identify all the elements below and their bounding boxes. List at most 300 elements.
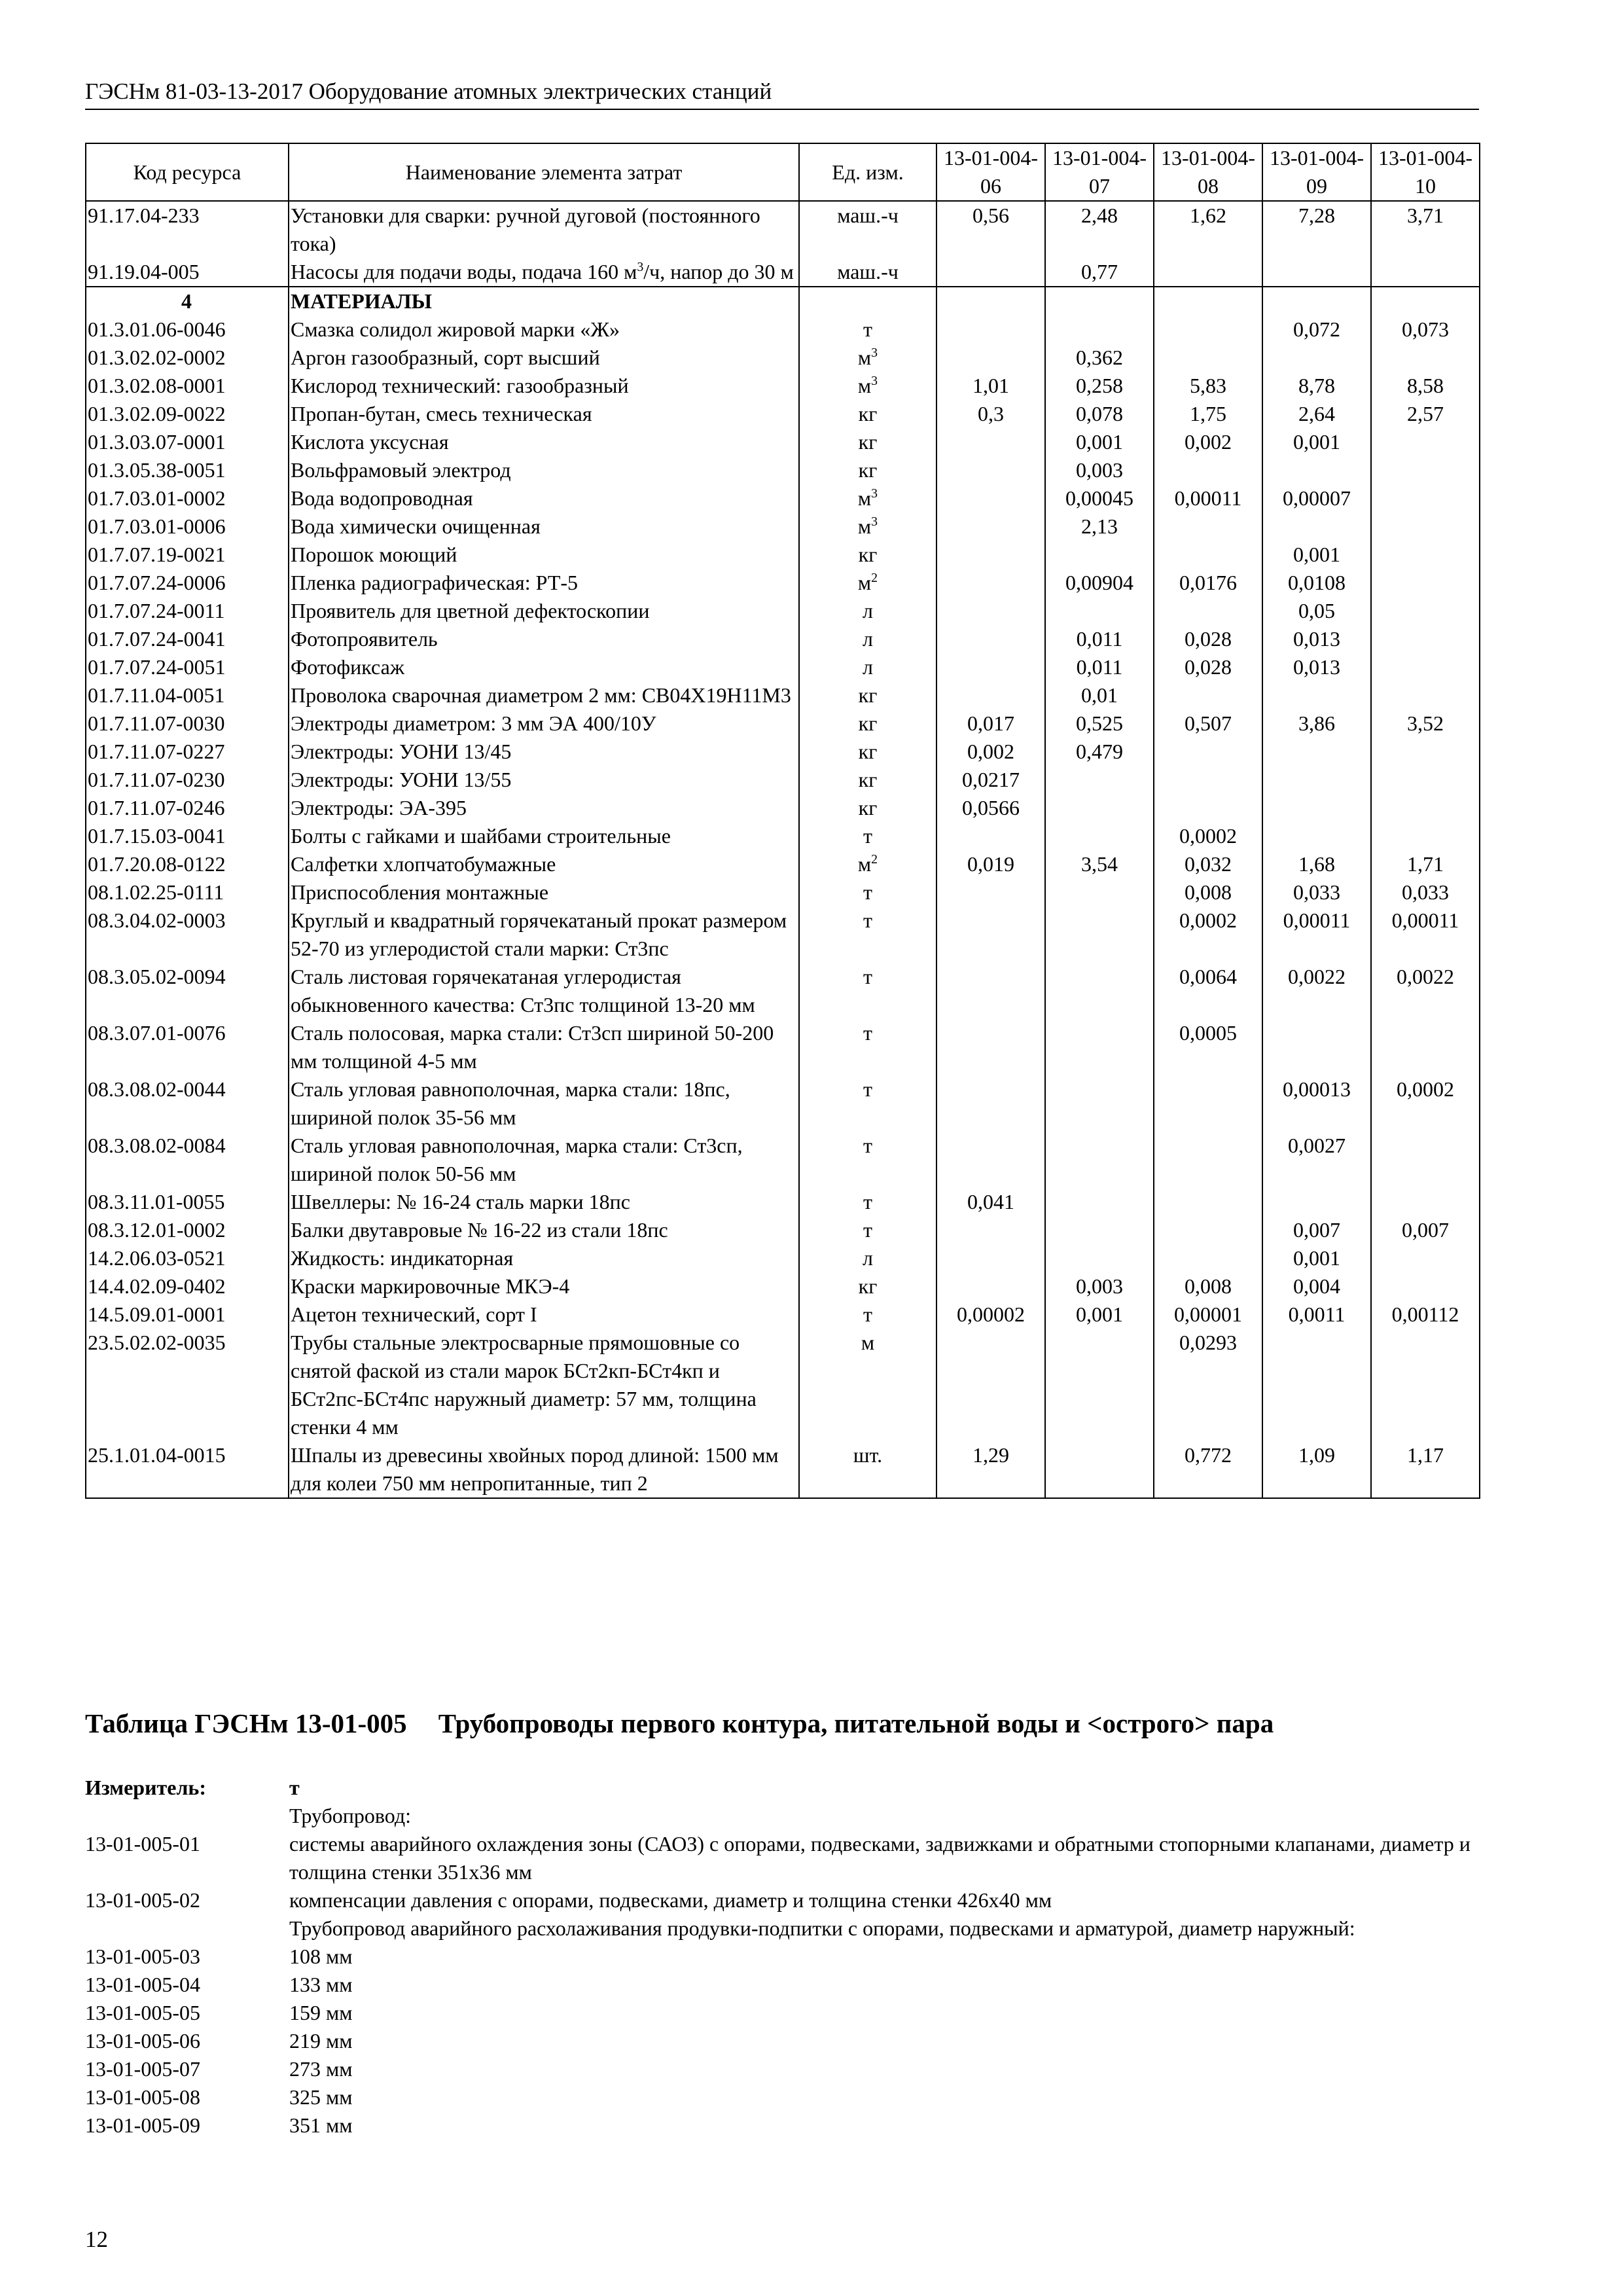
resource-name: Шпалы из древесины хвойных пород длиной: 1500 мм для колеи 750 мм непропитанные, тип 2 [289, 1441, 799, 1498]
norm-value: 0,00013 [1262, 1075, 1371, 1132]
resource-code: 01.7.07.24-0011 [86, 597, 289, 625]
measure-item [85, 1886, 1486, 1914]
measure-items [85, 1802, 1486, 2140]
norm-value [1262, 287, 1371, 315]
table-row [86, 315, 1480, 344]
resource-unit: т [799, 1019, 936, 1075]
resource-code: 01.3.02.02-0002 [86, 344, 289, 372]
resource-name: Приспособления монтажные [289, 878, 799, 906]
norm-value [1045, 1244, 1154, 1272]
norm-value: 0,0217 [936, 766, 1045, 794]
norm-value [936, 428, 1045, 456]
norm-value: 0,00002 [936, 1300, 1045, 1329]
resource-unit: кг [799, 428, 936, 456]
resource-code: 14.2.06.03-0521 [86, 1244, 289, 1272]
norm-value: 0,007 [1262, 1216, 1371, 1244]
norm-value [1262, 766, 1371, 794]
resource-name: Вольфрамовый электрод [289, 456, 799, 484]
resource-unit: т [799, 1132, 936, 1188]
norm-value: 0,072 [1262, 315, 1371, 344]
norm-value: 0,028 [1154, 653, 1262, 681]
norm-value: 0,00011 [1262, 906, 1371, 963]
norm-value [936, 258, 1045, 287]
norm-value [1154, 541, 1262, 569]
norm-value: 0,00011 [1154, 484, 1262, 512]
resource-name: Сталь полосовая, марка стали: Ст3сп шириной 50-200 мм толщиной 4-5 мм [289, 1019, 799, 1075]
measure-unit: т [289, 1776, 300, 1799]
measure-item-code: 13-01-005-03 [85, 1945, 200, 1968]
norm-value [1262, 738, 1371, 766]
resource-unit: т [799, 1300, 936, 1329]
table-row [86, 201, 1480, 258]
norm-value: 0,002 [936, 738, 1045, 766]
norm-value [1371, 541, 1480, 569]
norm-value: 0,019 [936, 850, 1045, 878]
resources-table [85, 143, 1480, 1499]
measure-item-code: 13-01-005-06 [85, 2029, 200, 2053]
resource-name: Электроды: УОНИ 13/55 [289, 766, 799, 794]
table-row [86, 1300, 1480, 1329]
resource-name: Вода водопроводная [289, 484, 799, 512]
norm-value [936, 344, 1045, 372]
resource-code: 01.7.07.24-0051 [86, 653, 289, 681]
resource-code: 91.19.04-005 [86, 258, 289, 287]
norm-value: 0,041 [936, 1188, 1045, 1216]
norm-value: 0,00001 [1154, 1300, 1262, 1329]
norm-value: 3,54 [1045, 850, 1154, 878]
table-row [86, 1132, 1480, 1188]
norm-value: 3,52 [1371, 709, 1480, 738]
norm-value: 0,001 [1262, 428, 1371, 456]
page-number: 12 [85, 2227, 108, 2252]
table-title-text: Трубопроводы первого контура, питательной воды и <острого> пара [438, 1708, 1274, 1738]
measure-item-code: 13-01-005-02 [85, 1888, 200, 1912]
norm-value: 0,032 [1154, 850, 1262, 878]
resource-code: 08.3.12.01-0002 [86, 1216, 289, 1244]
norm-value [1045, 963, 1154, 1019]
norm-value: 0,479 [1045, 738, 1154, 766]
norm-value: 0,00011 [1371, 906, 1480, 963]
resource-name: Сталь листовая горячекатаная углеродистая обыкновенного качества: Ст3пс толщиной 13-20 мм [289, 963, 799, 1019]
resource-unit: $м^2$ [799, 850, 936, 878]
norm-value [1045, 906, 1154, 963]
norm-value: 0,0002 [1371, 1075, 1480, 1132]
table-row [86, 569, 1480, 597]
resource-unit: кг [799, 400, 936, 428]
norm-value: 0,0022 [1371, 963, 1480, 1019]
table-row [86, 428, 1480, 456]
resource-code: 01.7.20.08-0122 [86, 850, 289, 878]
norm-value: 0,00007 [1262, 484, 1371, 512]
resource-name: Проявитель для цветной дефектоскопии [289, 597, 799, 625]
norm-value: 8,58 [1371, 372, 1480, 400]
norm-value: 0,033 [1371, 878, 1480, 906]
resource-code: 01.7.07.24-0041 [86, 625, 289, 653]
norm-value [1371, 1188, 1480, 1216]
resource-unit: т [799, 1188, 936, 1216]
norm-value [936, 878, 1045, 906]
norm-value [1371, 287, 1480, 315]
measure-item-text: Трубопровод аварийного расхолаживания продувки-подпитки с опорами, подвесками и арматурой, диаметр наружный: [289, 1916, 1355, 1940]
norm-value [936, 484, 1045, 512]
measure-item-text: 108 мм [289, 1945, 353, 1968]
norm-value [936, 597, 1045, 625]
norm-value: 0,507 [1154, 709, 1262, 738]
norm-value: 0,017 [936, 709, 1045, 738]
resource-name: Аргон газообразный, сорт высший [289, 344, 799, 372]
norm-value: 0,001 [1262, 541, 1371, 569]
resource-code: 01.3.02.08-0001 [86, 372, 289, 400]
resource-name: Проволока сварочная диаметром 2 мм: СВ04Х19Н11М3 [289, 681, 799, 709]
resource-code: 01.3.02.09-0022 [86, 400, 289, 428]
norm-value [1154, 1216, 1262, 1244]
resource-code: 01.7.11.07-0246 [86, 794, 289, 822]
norm-value: 0,0293 [1154, 1329, 1262, 1441]
measure-item [85, 1914, 1486, 1943]
resource-code: 08.3.04.02-0003 [86, 906, 289, 963]
resource-code: 01.7.11.07-0030 [86, 709, 289, 738]
norm-value [1045, 541, 1154, 569]
table-row [86, 1272, 1480, 1300]
resource-name: Фотофиксаж [289, 653, 799, 681]
norm-value [1262, 1019, 1371, 1075]
norm-value [1371, 456, 1480, 484]
norm-value [1371, 794, 1480, 822]
norm-value: 1,29 [936, 1441, 1045, 1498]
measure-item-text: 219 мм [289, 2029, 353, 2053]
table-row [86, 1244, 1480, 1272]
resource-name: Краски маркировочные МКЭ-4 [289, 1272, 799, 1300]
resource-name: Сталь угловая равнополочная, марка стали: 18пс, шириной полок 35-56 мм [289, 1075, 799, 1132]
resource-name: Жидкость: индикаторная [289, 1244, 799, 1272]
norm-value: 0,001 [1262, 1244, 1371, 1272]
resource-code: 08.3.08.02-0084 [86, 1132, 289, 1188]
norm-value: 0,078 [1045, 400, 1154, 428]
resource-code: 08.3.08.02-0044 [86, 1075, 289, 1132]
resource-code: 01.7.03.01-0002 [86, 484, 289, 512]
norm-value [1371, 822, 1480, 850]
resource-code: 08.1.02.25-0111 [86, 878, 289, 906]
norm-value: 2,13 [1045, 512, 1154, 541]
resource-unit: т [799, 878, 936, 906]
norm-value [1045, 287, 1154, 315]
resource-unit: т [799, 315, 936, 344]
measure-item-code: 13-01-005-09 [85, 2113, 200, 2137]
norm-value: 0,008 [1154, 878, 1262, 906]
measure-item [85, 1802, 1486, 1830]
resource-code: 4 [86, 287, 289, 315]
table-row [86, 541, 1480, 569]
norm-value: 0,001 [1045, 1300, 1154, 1329]
col-header-004-07: 13-01-004-07 [1045, 143, 1154, 201]
resource-name: Порошок моющий [289, 541, 799, 569]
norm-value [936, 822, 1045, 850]
table-header-row [86, 143, 1480, 201]
norm-value: 0,0064 [1154, 963, 1262, 1019]
norm-value [1371, 766, 1480, 794]
resource-name: Кислота уксусная [289, 428, 799, 456]
measure-block [85, 1774, 1486, 2140]
norm-value: 0,011 [1045, 653, 1154, 681]
table-title [85, 1707, 1274, 1740]
table-row [86, 1019, 1480, 1075]
norm-value: 0,525 [1045, 709, 1154, 738]
norm-value [1262, 344, 1371, 372]
norm-value [1045, 1019, 1154, 1075]
norm-value: 1,17 [1371, 1441, 1480, 1498]
norm-value [1371, 1132, 1480, 1188]
norm-value: 0,013 [1262, 653, 1371, 681]
resource-unit: л [799, 597, 936, 625]
norm-value: 0,0176 [1154, 569, 1262, 597]
norm-value [936, 569, 1045, 597]
page-header [85, 77, 1479, 110]
measure-item-code [85, 1914, 289, 1943]
norm-value [1045, 1216, 1154, 1244]
norm-value [936, 541, 1045, 569]
norm-value [1371, 653, 1480, 681]
norm-value [936, 456, 1045, 484]
norm-value [1154, 512, 1262, 541]
norm-value: 0,011 [1045, 625, 1154, 653]
norm-value [1154, 287, 1262, 315]
resource-unit: кг [799, 681, 936, 709]
norm-value [936, 1329, 1045, 1441]
resource-code: 91.17.04-233 [86, 201, 289, 258]
measure-item [85, 2055, 1486, 2083]
measure-row [85, 1774, 1486, 1802]
norm-value [936, 287, 1045, 315]
norm-value [936, 681, 1045, 709]
norm-value [1154, 344, 1262, 372]
table-row [86, 512, 1480, 541]
norm-value [1154, 1188, 1262, 1216]
norm-value [1154, 1132, 1262, 1188]
resource-code: 01.7.03.01-0006 [86, 512, 289, 541]
norm-value [1045, 1132, 1154, 1188]
table-row [86, 597, 1480, 625]
resource-name: Круглый и квадратный горячекатаный прокат размером 52-70 из углеродистой стали марки: Ст3пс [289, 906, 799, 963]
table-row [86, 822, 1480, 850]
norm-value [1371, 738, 1480, 766]
norm-value: 1,68 [1262, 850, 1371, 878]
norm-value [1154, 456, 1262, 484]
resource-unit: м [799, 1329, 936, 1441]
norm-value [1371, 512, 1480, 541]
resource-unit: кг [799, 766, 936, 794]
col-header-name: Наименование элемента затрат [289, 143, 799, 201]
col-header-004-09: 13-01-004-09 [1262, 143, 1371, 201]
norm-value: 3,71 [1371, 201, 1480, 258]
resource-name: Салфетки хлопчатобумажные [289, 850, 799, 878]
resource-code: 01.7.07.19-0021 [86, 541, 289, 569]
resource-unit: кг [799, 738, 936, 766]
measure-item [85, 2027, 1486, 2055]
measure-item [85, 2083, 1486, 2111]
table-row [86, 344, 1480, 372]
col-header-unit: Ед. изм. [799, 143, 936, 201]
norm-value: 0,01 [1045, 681, 1154, 709]
resource-unit: $м^3$ [799, 484, 936, 512]
resource-name: Пропан-бутан, смесь техническая [289, 400, 799, 428]
norm-value [1154, 1244, 1262, 1272]
norm-value [1045, 766, 1154, 794]
resource-name: Ацетон технический, сорт I [289, 1300, 799, 1329]
table-row [86, 625, 1480, 653]
table-row [86, 484, 1480, 512]
norm-value [1371, 681, 1480, 709]
resource-unit: т [799, 963, 936, 1019]
table-row [86, 906, 1480, 963]
resource-code: 25.1.01.04-0015 [86, 1441, 289, 1498]
norm-value: 0,77 [1045, 258, 1154, 287]
resource-unit: кг [799, 1272, 936, 1300]
resource-unit: кг [799, 794, 936, 822]
norm-value: 0,0002 [1154, 906, 1262, 963]
norm-value: 0,0566 [936, 794, 1045, 822]
resource-unit: кг [799, 709, 936, 738]
resource-name: Трубы стальные электросварные прямошовные со снятой фаской из стали марок БСт2кп-БСт4кп и БСт2пс-БСт4пс наружный диаметр: 57 мм, толщина стенки 4 мм [289, 1329, 799, 1441]
norm-value [936, 1019, 1045, 1075]
resource-unit: шт. [799, 1441, 936, 1498]
resource-code: 08.3.05.02-0094 [86, 963, 289, 1019]
measure-item-text: 325 мм [289, 2085, 353, 2109]
norm-value: 0,00112 [1371, 1300, 1480, 1329]
table-row [86, 653, 1480, 681]
norm-value: 0,772 [1154, 1441, 1262, 1498]
measure-item [85, 1971, 1486, 1999]
resource-unit: кг [799, 456, 936, 484]
measure-item-code: 13-01-005-04 [85, 1973, 200, 1996]
norm-value: 0,008 [1154, 1272, 1262, 1300]
norm-value [936, 315, 1045, 344]
norm-value [936, 1216, 1045, 1244]
norm-value [1262, 1188, 1371, 1216]
resource-name: Вода химически очищенная [289, 512, 799, 541]
norm-value: 0,05 [1262, 597, 1371, 625]
norm-value [1154, 794, 1262, 822]
resource-code: 23.5.02.02-0035 [86, 1329, 289, 1441]
resource-name: Швеллеры: № 16-24 сталь марки 18пс [289, 1188, 799, 1216]
table-row [86, 1441, 1480, 1498]
table-row [86, 1216, 1480, 1244]
norm-value [1154, 766, 1262, 794]
norm-value: 0,003 [1045, 1272, 1154, 1300]
norm-value [1045, 794, 1154, 822]
measure-item-code: 13-01-005-08 [85, 2085, 200, 2109]
table-row [86, 1329, 1480, 1441]
norm-value [1045, 1329, 1154, 1441]
measure-item [85, 1830, 1486, 1886]
norm-value [1371, 1244, 1480, 1272]
norm-value [1154, 315, 1262, 344]
norm-value [1262, 794, 1371, 822]
norm-value [1371, 484, 1480, 512]
document-title: ГЭСНм 81-03-13-2017 Оборудование атомных электрических станций [85, 79, 772, 104]
table-row [86, 372, 1480, 400]
norm-value: 0,033 [1262, 878, 1371, 906]
resource-code: 01.7.11.07-0230 [86, 766, 289, 794]
resource-name: Сталь угловая равнополочная, марка стали: Ст3сп, шириной полок 50-56 мм [289, 1132, 799, 1188]
norm-value: 7,28 [1262, 201, 1371, 258]
norm-value: 0,001 [1045, 428, 1154, 456]
norm-value [1262, 512, 1371, 541]
norm-value [1262, 258, 1371, 287]
norm-value [1262, 1329, 1371, 1441]
norm-value [1154, 738, 1262, 766]
norm-value [1371, 625, 1480, 653]
norm-value: 1,75 [1154, 400, 1262, 428]
resource-code: 01.7.11.04-0051 [86, 681, 289, 709]
resource-code: 08.3.07.01-0076 [86, 1019, 289, 1075]
resource-unit: $м^2$ [799, 569, 936, 597]
resource-unit: т [799, 822, 936, 850]
norm-value [936, 906, 1045, 963]
table-row [86, 456, 1480, 484]
resource-name: Балки двутавровые № 16-22 из стали 18пс [289, 1216, 799, 1244]
table-row [86, 878, 1480, 906]
norm-value [936, 1075, 1045, 1132]
norm-value: 8,78 [1262, 372, 1371, 400]
norm-value [936, 512, 1045, 541]
resource-name: Болты с гайками и шайбами строительные [289, 822, 799, 850]
norm-value: 0,028 [1154, 625, 1262, 653]
norm-value: 0,0022 [1262, 963, 1371, 1019]
norm-value: 1,62 [1154, 201, 1262, 258]
resource-name: Кислород технический: газообразный [289, 372, 799, 400]
norm-value: 0,0108 [1262, 569, 1371, 597]
table-row [86, 258, 1480, 287]
norm-value [936, 625, 1045, 653]
resource-code: 01.7.07.24-0006 [86, 569, 289, 597]
resource-unit: кг [799, 541, 936, 569]
norm-value: 0,3 [936, 400, 1045, 428]
norm-value [1154, 597, 1262, 625]
norm-value [1045, 878, 1154, 906]
norm-value: 0,0011 [1262, 1300, 1371, 1329]
norm-value: 0,013 [1262, 625, 1371, 653]
resource-unit: т [799, 1075, 936, 1132]
norm-value [936, 1132, 1045, 1188]
table-row [86, 1075, 1480, 1132]
resource-unit: л [799, 653, 936, 681]
norm-value: 3,86 [1262, 709, 1371, 738]
resource-unit: л [799, 1244, 936, 1272]
norm-value: 2,57 [1371, 400, 1480, 428]
norm-value [1045, 597, 1154, 625]
table-row [86, 709, 1480, 738]
resource-name: Фотопроявитель [289, 625, 799, 653]
col-header-code: Код ресурса [86, 143, 289, 201]
norm-value: 1,01 [936, 372, 1045, 400]
resource-unit: л [799, 625, 936, 653]
norm-value: 0,002 [1154, 428, 1262, 456]
table-row [86, 794, 1480, 822]
resource-unit: маш.-ч [799, 258, 936, 287]
resource-unit: маш.-ч [799, 201, 936, 258]
table-title-number: Таблица ГЭСНм 13-01-005 [85, 1708, 407, 1738]
norm-value [1371, 597, 1480, 625]
norm-value: 0,007 [1371, 1216, 1480, 1244]
measure-item-text: 351 мм [289, 2113, 353, 2137]
resource-unit [799, 287, 936, 315]
resource-name: Смазка солидол жировой марки «Ж» [289, 315, 799, 344]
measure-item [85, 2111, 1486, 2140]
resource-name: Установки для сварки: ручной дуговой (постоянного тока) [289, 201, 799, 258]
table-row [86, 850, 1480, 878]
table-row [86, 738, 1480, 766]
norm-value [1262, 681, 1371, 709]
